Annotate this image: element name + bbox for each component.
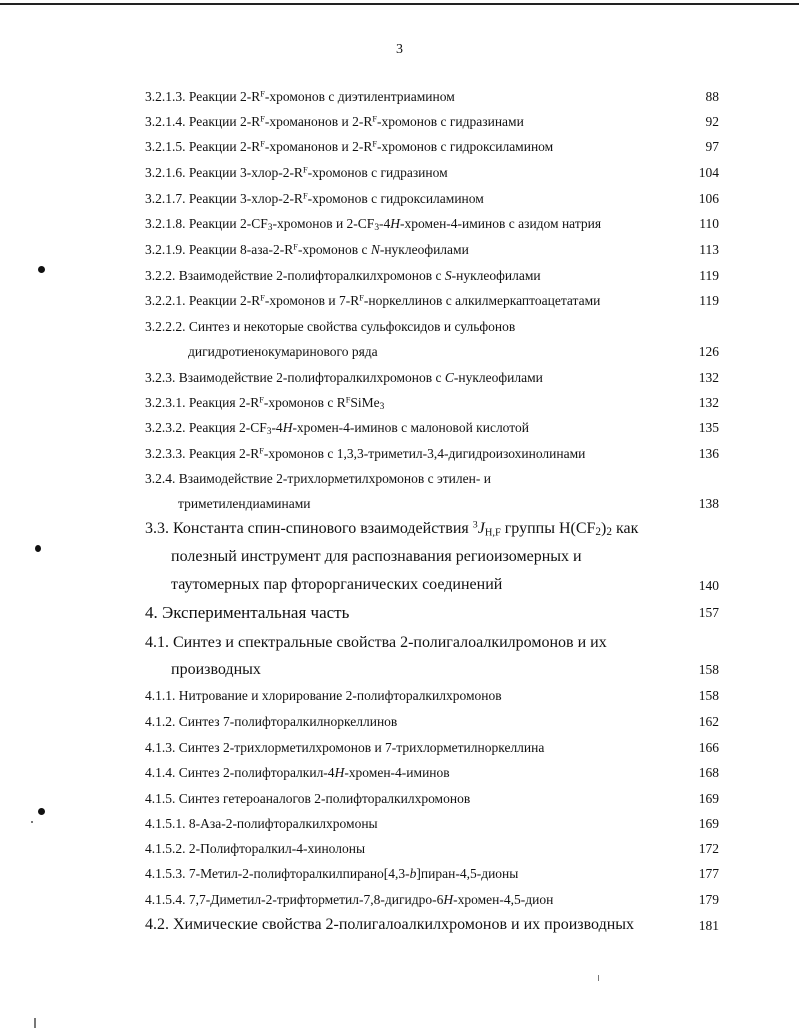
toc-page-number: 106: [698, 191, 719, 206]
toc-entry[interactable]: 3.2.1.8. Реакции $2-CF_3$-хромонов и $2-CF_3-4H-хромен-4$-иминов с азидом натрия: [145, 216, 602, 233]
toc-page-number: 158: [698, 688, 719, 703]
toc-page-number: 168: [698, 765, 719, 780]
toc-entry-continuation: таутомерных пар фторорганических соединений: [171, 576, 503, 593]
toc-page-number: 169: [698, 791, 719, 806]
table-of-contents: 3.2.1.3. Реакции $2-R^F$-хромонов с диэтилентриамином 88 3.2.1.4. Реакции $2-R^F$-хроманонов и $2-R^F$-хромонов с гидразинами 92 3.2.1.5. Реакции $2-R^F$-хроманонов и $2-R^F$-хромонов с гидроксиламином 97 3.2.1.6. Реакции $3-хлор-2-R^F$-хромонов с гидразином 104 3.2.1.7. Реакции $3-хлор-2-R^F$-хромонов с гидроксиламином 106 3.2.1.8. Реакции $2-CF_3$-хромонов и $2-CF_3-4H-хромен-4$-иминов с азидом натрия 110 3.2.1.9. Реакции $8-аза-2-R^F$-хромонов с N-нуклеофилами 113 3.2.2. Взаимодействие 2-полифторалкилхромонов с S-нуклеофилами 119 3.2.2.1. Реакции $2-R^F$-хромонов и $7-R^F$-норкеллинов с алкилмеркаптоацетатами 119 3.2.2.2. Синтез и некоторые свойства сульфоксидов и сульфонов дигидротиенокумаринового ряда 126 3.2.3. Взаимодействие 2-полифторалкилхромонов с C-нуклеофилами 132 3.2.3.1. Реакция $2-R^F$-хромонов с $R^FSiMe_3$ 132 3.2.3.2. Реакция $2-CF_3-4H-хромен-4$-иминов с малоновой кислотой 135 3.2.3.3. Реакция $2-R^F$-хромонов с 1,3,3-триметил-3,4-дигидроизохинолинами 136 3.2.4. Взаимодействие 2-трихлорметилхромонов с этилен- и триметилендиаминами 138 3.3. Константа спин-спинового взаимодействия $^3J_{H,F}$ группы $H(CF_2)_2$ как полезный инструмент для распознавания региоизомерных и таутомерных пар фторорганических соединений 140 4. Экспериментальная часть 157 4.1. Синтез и спектральные свойства 2-полигалоалкилромонов и их производных 158 4.1.1. Нитрование и хлорирование 2-полифторалкилхромонов 158 4.1.2. Синтез 7-полифторалкилноркеллинов 162 4.1.3. Синтез 2-трихлорметилхромонов и 7-трихлорметилноркеллина 166 4.1.4. Синтез 2-полифторалкил-4H-хромен-4-иминов 168 4.1.5. Синтез гетероаналогов 2-полифторалкилхромонов 169 4.1.5.1. 8-Аза-2-полифторалкилхромоны 169 4.1.5.2. 2-Полифторалкил-4-хинолоны 172 4.1.5.3. 7-Метил-2-полифторалкилпирано[4,3-b]пиран-4,5-дионы 177 4.1.5.4. 7,7-Диметил-2-трифторметил-7,8-дигидро-6H-хромен-4,5-дион 179 4.2. Химические свойства 2-полигалоалкилхромонов и их производных 181: [145, 89, 719, 933]
toc-page-number: 104: [698, 165, 719, 180]
toc-entry[interactable]: 3.2.1.4. Реакции $2-R^F$-хроманонов и $2-R^F$-хромонов с гидразинами: [145, 114, 524, 129]
toc-page-number: 138: [698, 496, 719, 511]
toc-page-number: 157: [698, 605, 719, 620]
toc-page-number: 97: [705, 139, 719, 154]
toc-entry[interactable]: 4.1. Синтез и спектральные свойства 2-полигалоалкилромонов и их: [145, 634, 607, 651]
toc-page-number: 179: [698, 892, 719, 907]
toc-entry[interactable]: 4.1.3. Синтез 2-трихлорметилхромонов и 7-трихлорметилноркеллина: [145, 740, 545, 755]
toc-page-number: 140: [698, 578, 719, 593]
toc-entry[interactable]: 4. Экспериментальная часть: [145, 603, 350, 622]
toc-page-number: 162: [698, 714, 719, 729]
toc-page-number: 88: [705, 89, 719, 104]
toc-page-number: 126: [698, 344, 719, 359]
toc-page-number: 158: [698, 662, 719, 677]
toc-entry[interactable]: 4.1.1. Нитрование и хлорирование 2-полифторалкилхромонов: [145, 688, 502, 703]
toc-page-number: 113: [699, 242, 719, 257]
toc-page-number: 166: [698, 740, 719, 755]
toc-page-number: 110: [699, 216, 719, 231]
toc-page-number: 177: [698, 866, 719, 881]
page-number: 3: [396, 42, 403, 57]
toc-page-number: 172: [698, 841, 719, 856]
toc-entry[interactable]: 3.2.1.5. Реакции $2-R^F$-хроманонов и $2-R^F$-хромонов с гидроксиламином: [145, 139, 554, 154]
toc-entry[interactable]: 3.2.1.7. Реакции $3-хлор-2-R^F$-хромонов с гидроксиламином: [145, 191, 484, 206]
toc-entry[interactable]: 3.2.3.2. Реакция $2-CF_3-4H-хромен-4$-иминов с малоновой кислотой: [145, 420, 529, 437]
toc-entry[interactable]: 3.3. Константа спин-спинового взаимодействия $^3J_{H,F}$ группы $H(CF_2)_2$ как: [145, 519, 639, 539]
toc-page-number: 119: [699, 268, 719, 283]
toc-page-number: 169: [698, 816, 719, 831]
toc-page-number: 119: [699, 293, 719, 308]
toc-entry-continuation: полезный инструмент для распознавания региоизомерных и: [171, 548, 582, 565]
toc-entry[interactable]: 3.2.3. Взаимодействие 2-полифторалкилхромонов с C-нуклеофилами: [145, 370, 543, 385]
toc-entry[interactable]: 3.2.2. Взаимодействие 2-полифторалкилхромонов с S-нуклеофилами: [145, 268, 541, 283]
toc-entry[interactable]: 4.1.5.3. 7-Метил-2-полифторалкилпирано[4,3-b]пиран-4,5-дионы: [145, 866, 519, 881]
toc-page-number: 132: [698, 395, 719, 410]
toc-entry[interactable]: 4.1.5.2. 2-Полифторалкил-4-хинолоны: [145, 841, 366, 856]
toc-page-number: 92: [705, 114, 719, 129]
toc-entry[interactable]: 3.2.3.3. Реакция $2-R^F$-хромонов с 1,3,3-триметил-3,4-дигидроизохинолинами: [145, 446, 586, 461]
toc-entry-continuation: производных: [171, 661, 261, 678]
toc-entry-continuation: дигидротиенокумаринового ряда: [188, 344, 378, 359]
toc-entry[interactable]: 3.2.1.6. Реакции $3-хлор-2-R^F$-хромонов с гидразином: [145, 165, 448, 180]
toc-page-number: 136: [698, 446, 719, 461]
toc-entry[interactable]: 4.1.5.4. 7,7-Диметил-2-трифторметил-7,8-дигидро-6H-хромен-4,5-дион: [145, 892, 554, 907]
toc-entry[interactable]: 4.2. Химические свойства 2-полигалоалкилхромонов и их производных: [145, 916, 635, 933]
toc-entry[interactable]: 4.1.4. Синтез 2-полифторалкил-4H-хромен-4-иминов: [145, 765, 450, 780]
toc-entry[interactable]: 4.1.5. Синтез гетероаналогов 2-полифторалкилхромонов: [145, 791, 471, 806]
toc-entry[interactable]: 3.2.2.2. Синтез и некоторые свойства сульфоксидов и сульфонов: [145, 319, 516, 334]
toc-entry-continuation: триметилендиаминами: [178, 496, 311, 511]
toc-entry[interactable]: 3.2.2.1. Реакции $2-R^F$-хромонов и $7-R^F$-норкеллинов с алкилмеркаптоацетатами: [145, 293, 601, 308]
toc-page-number: 181: [698, 918, 719, 933]
toc-page-number: 132: [698, 370, 719, 385]
toc-entry[interactable]: 3.2.3.1. Реакция $2-R^F$-хромонов с $R^FSiMe_3$: [145, 395, 385, 412]
toc-page-number: 135: [698, 420, 719, 435]
toc-entry[interactable]: 4.1.2. Синтез 7-полифторалкилноркеллинов: [145, 714, 398, 729]
toc-entry[interactable]: 3.2.4. Взаимодействие 2-трихлорметилхромонов с этилен- и: [145, 471, 491, 486]
toc-entry[interactable]: 3.2.1.9. Реакции $8-аза-2-R^F$-хромонов с N-нуклеофилами: [145, 242, 469, 257]
toc-entry[interactable]: 4.1.5.1. 8-Аза-2-полифторалкилхромоны: [145, 816, 378, 831]
